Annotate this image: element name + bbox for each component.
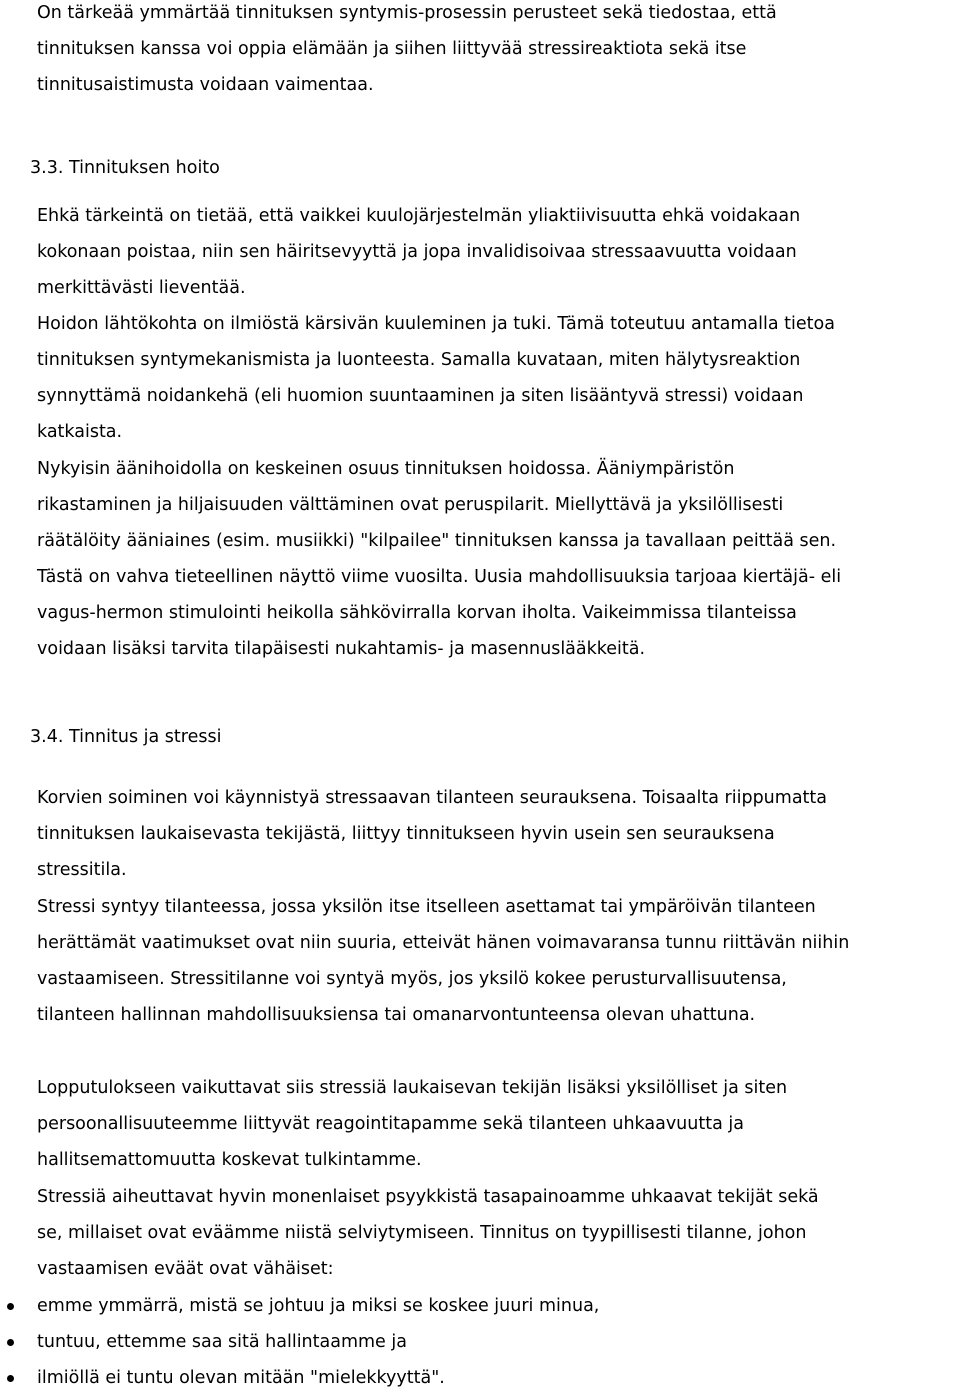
paragraph-line: vastaamisen eväät ovat vähäiset:: [37, 1259, 334, 1279]
paragraph-line: voidaan lisäksi tarvita tilapäisesti nukahtamis- ja masennuslääkkeitä.: [37, 639, 646, 659]
paragraph-line: vagus-hermon stimulointi heikolla sähkövirralla korvan iholta. Vaikeimmissa tilanteissa: [37, 603, 797, 623]
section-3-4-paragraph-3: [37, 1070, 957, 1178]
intro-paragraph: [37, 0, 957, 103]
paragraph-line: synnyttämä noidankehä (eli huomion suuntaaminen ja siten lisääntyvä stressi) voidaan: [37, 386, 804, 406]
paragraph-line: tinnituksen laukaisevasta tekijästä, liittyy tinnitukseen hyvin usein sen seurauksena: [37, 824, 775, 844]
bullet-dot-icon: [7, 1339, 14, 1346]
paragraph-line: katkaista.: [37, 422, 123, 442]
paragraph-line: räätälöity ääniaines (esim. musiikki) "kilpailee" tinnituksen kanssa ja tavallaan peittää sen.: [37, 531, 837, 551]
paragraph-line: Ehkä tärkeintä on tietää, että vaikkei kuulojärjestelmän yliaktiivisuutta ehkä voidakaan: [37, 206, 801, 226]
section-heading-3-3: 3.3. Tinnituksen hoito: [30, 158, 220, 178]
section-3-4-paragraph-4: [37, 1179, 957, 1287]
bullet-dot-icon: [7, 1375, 14, 1382]
paragraph-line: Stressi syntyy tilanteessa, jossa yksilön itse itselleen asettamat tai ympäröivän tilanteen: [37, 897, 816, 917]
intro-line: tinnituksen kanssa voi oppia elämään ja siihen liittyvää stressireaktiota sekä itse: [37, 39, 747, 59]
paragraph-line: rikastaminen ja hiljaisuuden välttäminen ovat peruspilarit. Miellyttävä ja yksilöllisesti: [37, 495, 784, 515]
paragraph-line: tinnituksen syntymekanismista ja luonteesta. Samalla kuvataan, miten hälytysreaktion: [37, 350, 801, 370]
list-item-text: emme ymmärrä, mistä se johtuu ja miksi se koskee juuri minua,: [37, 1296, 600, 1316]
bullet-dot-icon: [7, 1303, 14, 1310]
paragraph-line: Lopputulokseen vaikuttavat siis stressiä laukaisevan tekijän lisäksi yksilölliset ja siten: [37, 1078, 788, 1098]
paragraph-line: se, millaiset ovat eväämme niistä selviytymiseen. Tinnitus on tyypillisesti tilanne, johon: [37, 1223, 807, 1243]
list-item: [37, 1324, 599, 1360]
section-3-4-paragraph-1: [37, 780, 957, 888]
section-3-4-paragraph-2: [37, 889, 957, 1033]
list-item-text: ilmiöllä ei tuntu olevan mitään "mielekkyyttä".: [37, 1368, 445, 1388]
paragraph-line: vastaamiseen. Stressitilanne voi syntyä myös, jos yksilö kokee perusturvallisuutensa,: [37, 969, 787, 989]
section-3-3-paragraph-3: [37, 451, 957, 667]
list-item: [37, 1360, 599, 1396]
paragraph-line: Hoidon lähtökohta on ilmiöstä kärsivän kuuleminen ja tuki. Tämä toteutuu antamalla tietoa: [37, 314, 835, 334]
paragraph-line: Korvien soiminen voi käynnistyä stressaavan tilanteen seurauksena. Toisaalta riippumatta: [37, 788, 827, 808]
paragraph-line: kokonaan poistaa, niin sen häiritsevyyttä ja jopa invalidisoivaa stressaavuutta voidaan: [37, 242, 797, 262]
paragraph-line: tilanteen hallinnan mahdollisuuksiensa tai omanarvontunteensa olevan uhattuna.: [37, 1005, 756, 1025]
list-item-text: tuntuu, ettemme saa sitä hallintaamme ja: [37, 1332, 407, 1352]
intro-line: On tärkeää ymmärtää tinnituksen syntymis-prosessin perusteet sekä tiedostaa, että: [37, 3, 777, 23]
section-3-3-paragraph-1: [37, 198, 957, 306]
paragraph-line: Tästä on vahva tieteellinen näyttö viime vuosilta. Uusia mahdollisuuksia tarjoaa kiertäjä- eli: [37, 567, 842, 587]
section-3-3-paragraph-2: [37, 306, 957, 450]
list-item: [37, 1288, 599, 1324]
paragraph-line: herättämät vaatimukset ovat niin suuria, etteivät hänen voimavaransa tunnu riittävän niihin: [37, 933, 850, 953]
paragraph-line: Stressiä aiheuttavat hyvin monenlaiset psyykkistä tasapainoamme uhkaavat tekijät sekä: [37, 1187, 819, 1207]
paragraph-line: merkittävästi lieventää.: [37, 278, 246, 298]
intro-line: tinnitusaistimusta voidaan vaimentaa.: [37, 75, 374, 95]
paragraph-line: persoonallisuuteemme liittyvät reagointitapamme sekä tilanteen uhkaavuutta ja: [37, 1114, 744, 1134]
paragraph-line: stressitila.: [37, 860, 127, 880]
section-heading-3-4: 3.4. Tinnitus ja stressi: [30, 727, 222, 747]
paragraph-line: Nykyisin äänihoidolla on keskeinen osuus tinnituksen hoidossa. Ääniympäristön: [37, 459, 735, 479]
bullet-list: [37, 1288, 599, 1396]
paragraph-line: hallitsemattomuutta koskevat tulkintamme.: [37, 1150, 422, 1170]
